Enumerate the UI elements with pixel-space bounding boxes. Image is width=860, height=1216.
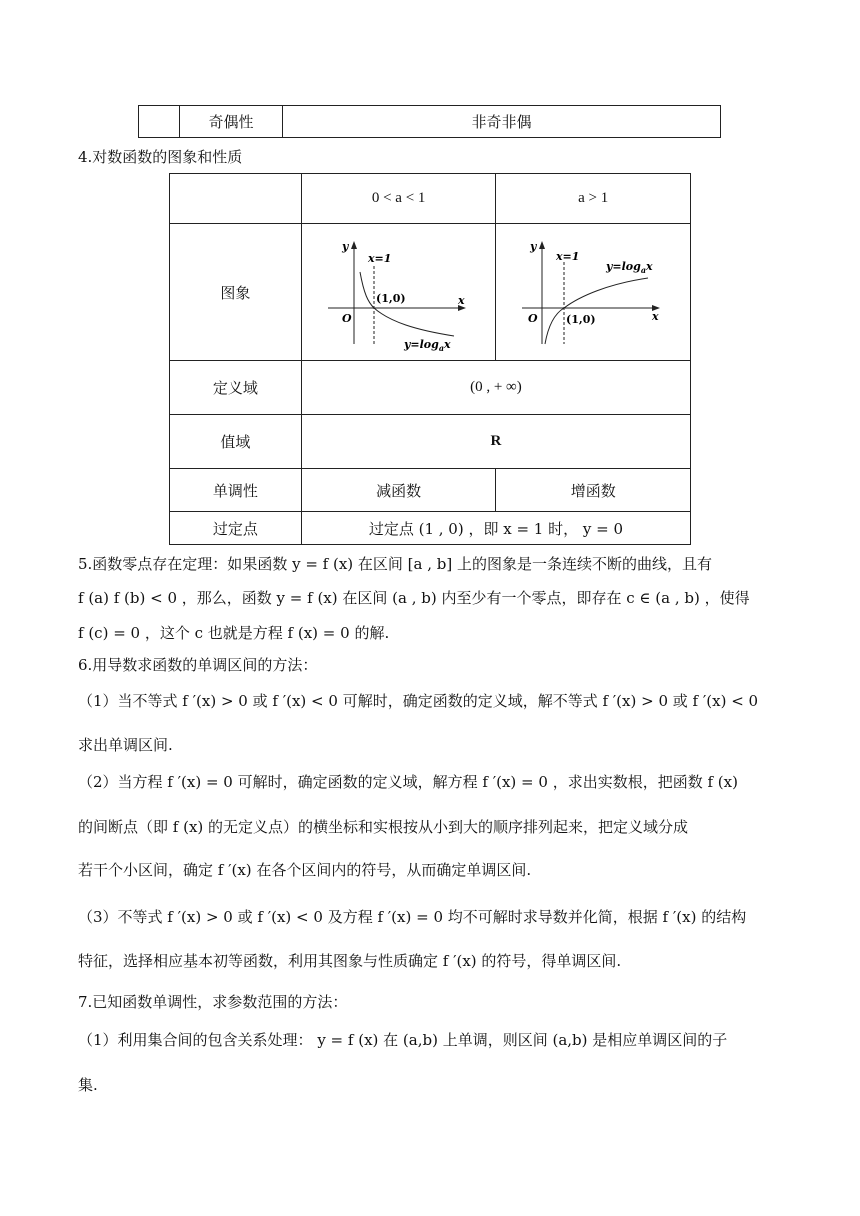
range-label: 值域 [170,415,302,469]
log-graph-decreasing [324,232,474,352]
x-axis-label: x [652,310,659,323]
graph-increasing [496,224,691,361]
origin-label: O [341,312,352,325]
log-graph-increasing [518,232,668,352]
monotonicity-increasing: 增函数 [496,469,691,512]
section6-heading: 6.用导数求函数的单调区间的方法： [78,656,318,674]
monotonicity-label: 单调性 [170,469,302,512]
parity-value: 非奇非偶 [283,106,721,138]
section6-p1-line2: 求出单调区间. [78,736,173,754]
section6-p2-line1: （2）当方程 f ′(x) = 0 可解时，确定函数的定义域，解方程 f ′(x) = 0 ，求出实数根，把函数 f (x) [78,773,738,791]
x-eq-1-label: x=1 [556,250,580,263]
fixed-point-label: 过定点 [170,512,302,545]
curve-label: $y=\log_ax$ [606,260,653,275]
corner-cell [170,174,302,224]
empty-cell [139,106,180,138]
fixed-point-value: 过定点 (1 , 0) ，即 x = 1 时， y = 0 [301,512,690,545]
section6-p2-line3: 若干个小区间，确定 f ′(x) 在各个区间内的符号，从而确定单调区间. [78,861,532,879]
section5-line3: f (c) = 0 ，这个 c 也就是方程 f (x) = 0 的解. [78,624,390,642]
y-axis-label: y [341,240,349,253]
section7-p1-line1: （1）利用集合间的包含关系处理： y = f (x) 在 (a,b) 上单调，则区间 (a,b) 是相应单调区间的子 [78,1031,728,1049]
domain-value: (0 , + ∞) [301,361,690,415]
section4-heading: 4.对数函数的图象和性质 [78,148,243,166]
curve-label: $y=\log_ax$ [403,338,451,352]
range-value: R [301,415,690,469]
x-eq-1-label: x=1 [367,252,392,265]
section5-line1: 5.函数零点存在定理：如果函数 y = f (x) 在区间 [a , b] 上的图象是一条连续不断的曲线，且有 [78,555,713,573]
point-1-0-label: (1,0) [566,313,596,326]
monotonicity-decreasing: 减函数 [301,469,496,512]
domain-label: 定义域 [170,361,302,415]
point-1-0-label: (1,0) [375,292,406,305]
parity-row-table [138,105,721,138]
section6-p3-line2: 特征，选择相应基本初等函数，利用其图象与性质确定 f ′(x) 的符号，得单调区间. [78,952,622,970]
origin-label: O [528,312,538,325]
header-0-a-1: 0 < a < 1 [301,174,496,224]
parity-label: 奇偶性 [180,106,283,138]
y-axis-label: y [530,240,537,253]
header-a-gt-1: a > 1 [496,174,691,224]
graph-row-label: 图象 [170,224,302,361]
section7-heading: 7.已知函数单调性，求参数范围的方法： [78,993,348,1011]
graph-decreasing [301,224,496,361]
section5-line2: f (a) f (b) < 0 ，那么，函数 y = f (x) 在区间 (a , b) 内至少有一个零点，即存在 c ∈ (a , b) ，使得 [78,589,750,607]
x-axis-label: x [457,294,465,307]
section6-p1-line1: （1）当不等式 f ′(x) > 0 或 f ′(x) < 0 可解时，确定函数的定义域，解不等式 f ′(x) > 0 或 f ′(x) < 0 [78,692,759,710]
log-properties-table [169,173,691,545]
section7-p1-line2: 集. [78,1076,98,1094]
section6-p2-line2: 的间断点（即 f (x) 的无定义点）的横坐标和实根按从小到大的顺序排列起来，把定义域分成 [78,818,689,836]
section6-p3-line1: （3）不等式 f ′(x) > 0 或 f ′(x) < 0 及方程 f ′(x) = 0 均不可解时求导数并化简，根据 f ′(x) 的结构 [78,908,747,926]
